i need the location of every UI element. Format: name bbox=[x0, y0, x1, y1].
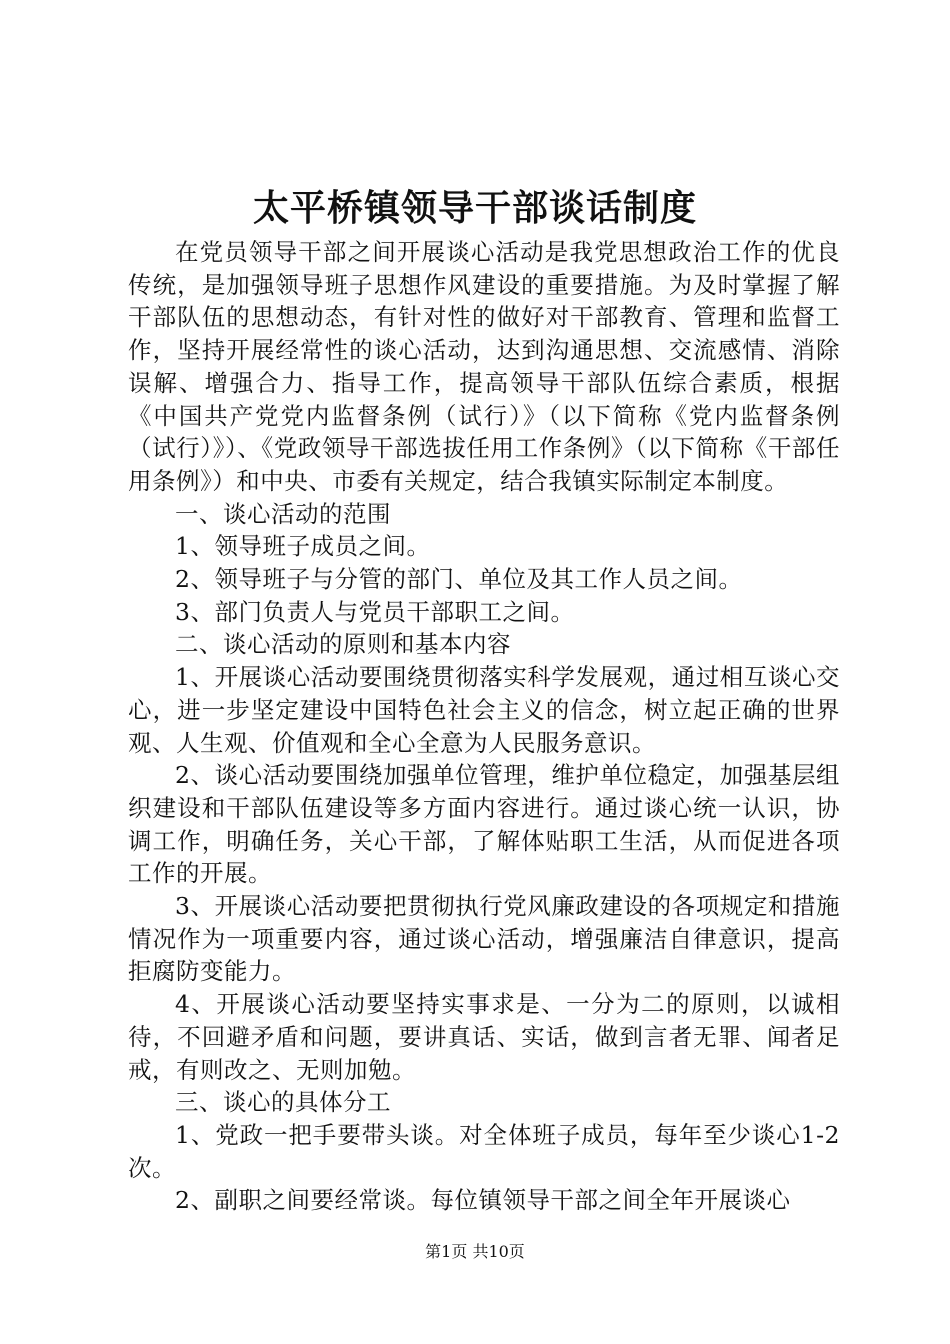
list-item: 2、领导班子与分管的部门、单位及其工作人员之间。 bbox=[175, 565, 743, 594]
list-item: 2、副职之间要经常谈。每位镇领导干部之间全年开展谈心 bbox=[175, 1186, 791, 1215]
page-number-footer: 第1页 共10页 bbox=[425, 1242, 525, 1261]
list-item: 2、谈心活动要围绕加强单位管理，维护单位稳定，加强基层组织建设和干部队伍建设等多方面内容进行。通过谈心统一认识，协调工作，明确任务，关心干部，了解体贴职工生活，从而促进各项工作的开展。 bbox=[128, 761, 840, 888]
document-body bbox=[128, 236, 840, 1217]
section-heading-division: 三、谈心的具体分工 bbox=[175, 1088, 391, 1117]
section-heading-scope: 一、谈心活动的范围 bbox=[175, 499, 391, 528]
section-heading-principles: 二、谈心活动的原则和基本内容 bbox=[175, 630, 511, 659]
list-item: 1、开展谈心活动要围绕贯彻落实科学发展观，通过相互谈心交心，进一步坚定建设中国特色社会主义的信念，树立起正确的世界观、人生观、价值观和全心全意为人民服务意识。 bbox=[128, 663, 840, 757]
list-item: 3、开展谈心活动要把贯彻执行党风廉政建设的各项规定和措施情况作为一项重要内容，通过谈心活动，增强廉洁自律意识，提高拒腐防变能力。 bbox=[128, 892, 840, 986]
list-item: 3、部门负责人与党员干部职工之间。 bbox=[175, 597, 575, 626]
list-item: 1、领导班子成员之间。 bbox=[175, 532, 431, 561]
list-item: 1、党政一把手要带头谈。对全体班子成员，每年至少谈心1-2次。 bbox=[128, 1120, 840, 1182]
intro-paragraph: 在党员领导干部之间开展谈心活动是我党思想政治工作的优良传统，是加强领导班子思想作风建设的重要措施。为及时掌握了解干部队伍的思想动态，有针对性的做好对干部教育、管理和监督工作，坚持开展经常性的谈心活动，达到沟通思想、交流感情、消除误解、增强合力、指导工作，提高领导干部队伍综合素质，根据《中国共产党党内监督条例（试行）》（以下简称《党内监督条例（试行）》）、《党政领导干部选拔任用工作条例》（以下简称《干部任用条例》）和中央、市委有关规定，结合我镇实际制定本制度。 bbox=[128, 238, 840, 495]
document-title: 太平桥镇领导干部谈话制度 bbox=[252, 188, 697, 229]
list-item: 4、开展谈心活动要坚持实事求是、一分为二的原则，以诚相待，不回避矛盾和问题，要讲真话、实话，做到言者无罪、闻者足戒，有则改之、无则加勉。 bbox=[128, 990, 840, 1084]
